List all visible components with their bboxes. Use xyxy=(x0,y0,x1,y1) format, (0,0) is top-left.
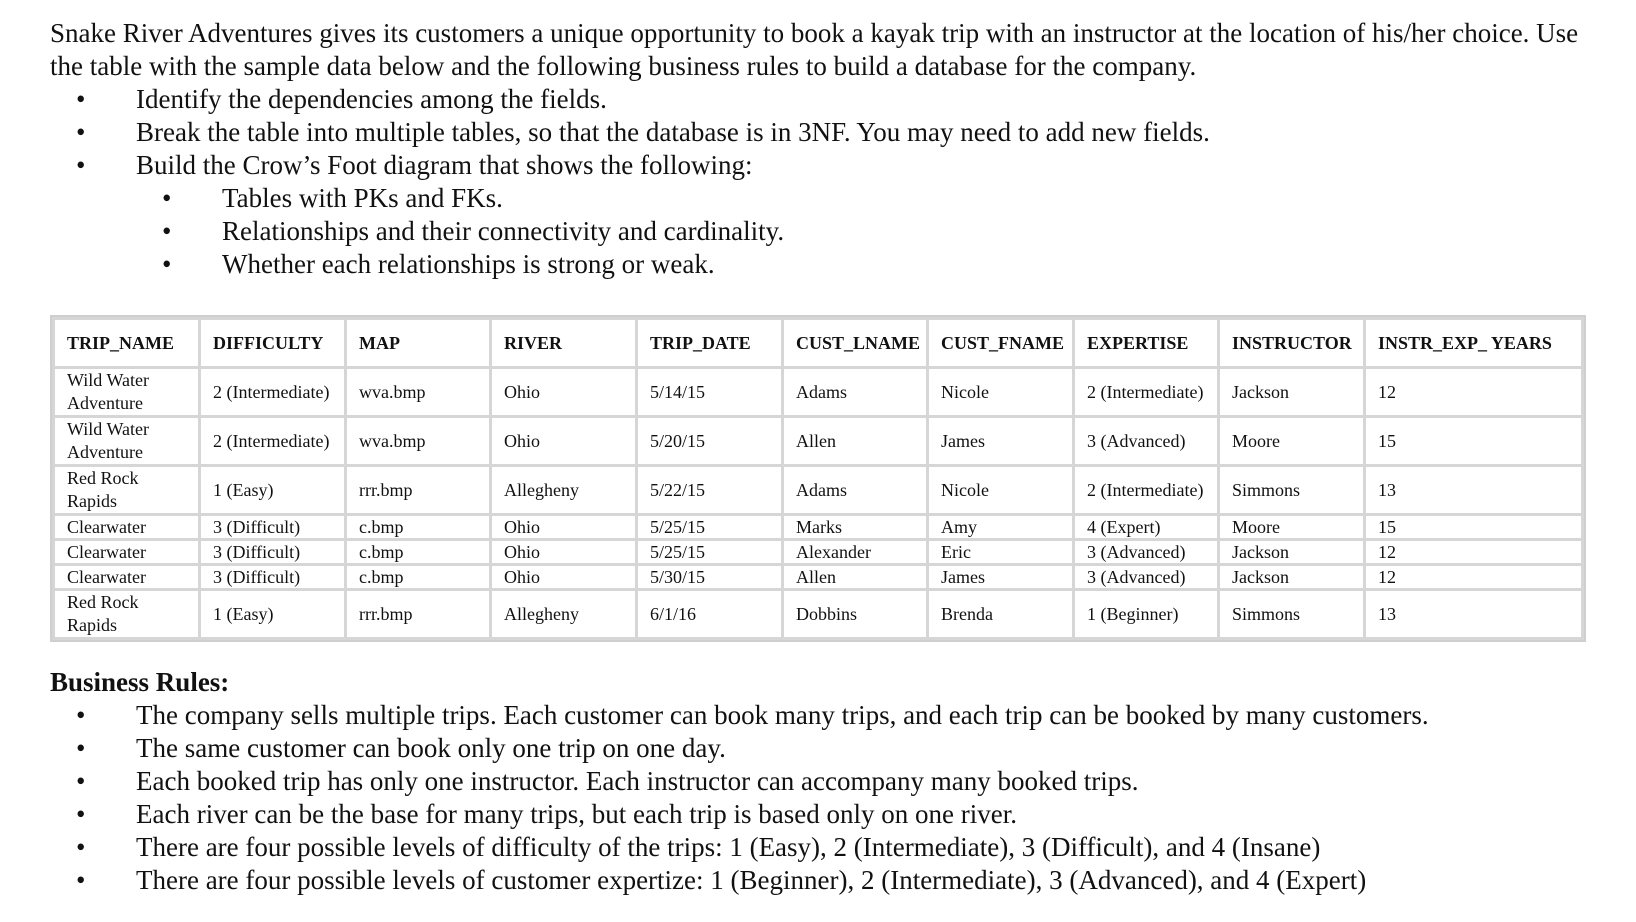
table-cell: c.bmp xyxy=(346,565,491,590)
header-expertise: EXPERTISE xyxy=(1074,319,1219,368)
bullet-icon: • xyxy=(76,117,86,147)
table-cell: 13 xyxy=(1365,466,1583,515)
bullet-icon: • xyxy=(76,733,86,763)
table-cell: Jackson xyxy=(1219,540,1365,565)
table-cell: 12 xyxy=(1365,565,1583,590)
task-list xyxy=(50,83,1610,182)
table-row xyxy=(54,565,1583,590)
task-item xyxy=(50,116,1610,149)
table-cell: rrr.bmp xyxy=(346,466,491,515)
table-cell: Jackson xyxy=(1219,565,1365,590)
table-cell: 13 xyxy=(1365,590,1583,639)
table-cell: 4 (Expert) xyxy=(1074,515,1219,540)
task-item xyxy=(50,149,1610,182)
sample-data-table-frame xyxy=(50,315,1586,642)
table-cell: Alexander xyxy=(783,540,928,565)
table-cell: 15 xyxy=(1365,515,1583,540)
task-text: Identify the dependencies among the fields. xyxy=(136,84,607,114)
bullet-icon: • xyxy=(162,183,172,213)
sample-data-table xyxy=(52,317,1584,640)
table-cell: 1 (Beginner) xyxy=(1074,590,1219,639)
bullet-icon: • xyxy=(76,150,86,180)
table-cell: Clearwater xyxy=(54,515,200,540)
table-row xyxy=(54,540,1583,565)
bullet-icon: • xyxy=(76,832,86,862)
table-cell: Ohio xyxy=(491,565,637,590)
table-cell: 12 xyxy=(1365,368,1583,417)
task-item xyxy=(50,83,1610,116)
table-cell: Wild Water Adventure xyxy=(54,417,200,466)
table-cell: 15 xyxy=(1365,417,1583,466)
table-cell: 2 (Intermediate) xyxy=(1074,466,1219,515)
rule-text: Each booked trip has only one instructor. Each instructor can accompany many booked trips. xyxy=(136,766,1139,796)
table-cell: Moore xyxy=(1219,515,1365,540)
rule-item xyxy=(50,798,1610,831)
table-cell: Simmons xyxy=(1219,590,1365,639)
header-difficulty: DIFFICULTY xyxy=(200,319,346,368)
rule-text: The same customer can book only one trip on one day. xyxy=(136,733,726,763)
rule-item xyxy=(50,831,1610,864)
table-cell: Dobbins xyxy=(783,590,928,639)
rule-item xyxy=(50,765,1610,798)
table-cell: 2 (Intermediate) xyxy=(200,417,346,466)
table-cell: Allen xyxy=(783,565,928,590)
table-cell: Allen xyxy=(783,417,928,466)
bullet-icon: • xyxy=(76,700,86,730)
header-instr-exp-years: INSTR_EXP_ YEARS xyxy=(1365,319,1583,368)
task-text: Build the Crow’s Foot diagram that shows the following: xyxy=(136,150,753,180)
table-row xyxy=(54,417,1583,466)
table-cell: Red Rock Rapids xyxy=(54,590,200,639)
subtask-item xyxy=(50,182,1610,215)
table-cell: 5/20/15 xyxy=(637,417,783,466)
table-cell: Ohio xyxy=(491,540,637,565)
table-cell: Jackson xyxy=(1219,368,1365,417)
table-cell: 3 (Difficult) xyxy=(200,565,346,590)
table-cell: Wild Water Adventure xyxy=(54,368,200,417)
table-cell: Clearwater xyxy=(54,540,200,565)
bullet-icon: • xyxy=(76,799,86,829)
table-cell: Adams xyxy=(783,466,928,515)
subtask-item xyxy=(50,248,1610,281)
table-cell: Moore xyxy=(1219,417,1365,466)
subtask-text: Relationships and their connectivity and cardinality. xyxy=(222,216,785,246)
header-cust-lname: CUST_LNAME xyxy=(783,319,928,368)
table-cell: wva.bmp xyxy=(346,417,491,466)
header-river: RIVER xyxy=(491,319,637,368)
rule-item xyxy=(50,699,1610,732)
intro-paragraph: Snake River Adventures gives its customers a unique opportunity to book a kayak trip with an instructor at the location of his/her choice. Use the table with the sample data below and the following business rules to build a database for the company. xyxy=(50,18,1579,81)
table-cell: 1 (Easy) xyxy=(200,466,346,515)
header-trip-date: TRIP_DATE xyxy=(637,319,783,368)
header-instructor: INSTRUCTOR xyxy=(1219,319,1365,368)
rule-text: Each river can be the base for many trips, but each trip is based only on one river. xyxy=(136,799,1017,829)
table-cell: Clearwater xyxy=(54,565,200,590)
subtask-text: Tables with PKs and FKs. xyxy=(222,183,503,213)
table-cell: Ohio xyxy=(491,368,637,417)
table-cell: 3 (Advanced) xyxy=(1074,565,1219,590)
table-header-row xyxy=(54,319,1583,368)
table-cell: 3 (Advanced) xyxy=(1074,417,1219,466)
table-cell: 5/25/15 xyxy=(637,515,783,540)
bullet-icon: • xyxy=(76,766,86,796)
table-cell: Ohio xyxy=(491,515,637,540)
header-cust-fname: CUST_FNAME xyxy=(928,319,1074,368)
table-row xyxy=(54,466,1583,515)
table-cell: Adams xyxy=(783,368,928,417)
table-cell: Nicole xyxy=(928,368,1074,417)
table-cell: James xyxy=(928,417,1074,466)
table-cell: 2 (Intermediate) xyxy=(200,368,346,417)
table-cell: Red Rock Rapids xyxy=(54,466,200,515)
bullet-icon: • xyxy=(76,865,86,895)
table-cell: James xyxy=(928,565,1074,590)
table-cell: Eric xyxy=(928,540,1074,565)
subtask-list xyxy=(50,182,1610,281)
document-page xyxy=(50,17,1610,897)
table-cell: Ohio xyxy=(491,417,637,466)
table-cell: c.bmp xyxy=(346,515,491,540)
business-rules-heading: Business Rules: xyxy=(50,667,230,697)
bullet-icon: • xyxy=(162,216,172,246)
table-cell: Allegheny xyxy=(491,466,637,515)
table-row xyxy=(54,515,1583,540)
bullet-icon: • xyxy=(162,249,172,279)
table-cell: 5/30/15 xyxy=(637,565,783,590)
table-cell: wva.bmp xyxy=(346,368,491,417)
table-cell: c.bmp xyxy=(346,540,491,565)
table-cell: Brenda xyxy=(928,590,1074,639)
table-cell: Marks xyxy=(783,515,928,540)
table-cell: 3 (Difficult) xyxy=(200,515,346,540)
table-cell: 1 (Easy) xyxy=(200,590,346,639)
rule-text: The company sells multiple trips. Each customer can book many trips, and each trip can be booked by many customers. xyxy=(136,700,1429,730)
rule-text: There are four possible levels of difficulty of the trips: 1 (Easy), 2 (Intermediate), 3 (Difficult), and 4 (Insane) xyxy=(136,832,1321,862)
table-cell: 6/1/16 xyxy=(637,590,783,639)
table-row xyxy=(54,590,1583,639)
table-cell: 12 xyxy=(1365,540,1583,565)
subtask-item xyxy=(50,215,1610,248)
table-cell: Nicole xyxy=(928,466,1074,515)
table-cell: Amy xyxy=(928,515,1074,540)
business-rules-list xyxy=(50,699,1610,897)
subtask-text: Whether each relationships is strong or weak. xyxy=(222,249,715,279)
table-row xyxy=(54,368,1583,417)
table-cell: 5/25/15 xyxy=(637,540,783,565)
table-cell: Allegheny xyxy=(491,590,637,639)
table-cell: 3 (Difficult) xyxy=(200,540,346,565)
table-cell: Simmons xyxy=(1219,466,1365,515)
bullet-icon: • xyxy=(76,84,86,114)
table-cell: 3 (Advanced) xyxy=(1074,540,1219,565)
rule-text: There are four possible levels of customer expertize: 1 (Beginner), 2 (Intermediate), 3 (Advanced), and 4 (Expert) xyxy=(136,865,1367,895)
header-trip-name: TRIP_NAME xyxy=(54,319,200,368)
header-map: MAP xyxy=(346,319,491,368)
rule-item xyxy=(50,864,1610,897)
table-cell: rrr.bmp xyxy=(346,590,491,639)
rule-item xyxy=(50,732,1610,765)
table-cell: 2 (Intermediate) xyxy=(1074,368,1219,417)
table-cell: 5/22/15 xyxy=(637,466,783,515)
task-text: Break the table into multiple tables, so that the database is in 3NF. You may need to add new fields. xyxy=(136,117,1210,147)
table-cell: 5/14/15 xyxy=(637,368,783,417)
